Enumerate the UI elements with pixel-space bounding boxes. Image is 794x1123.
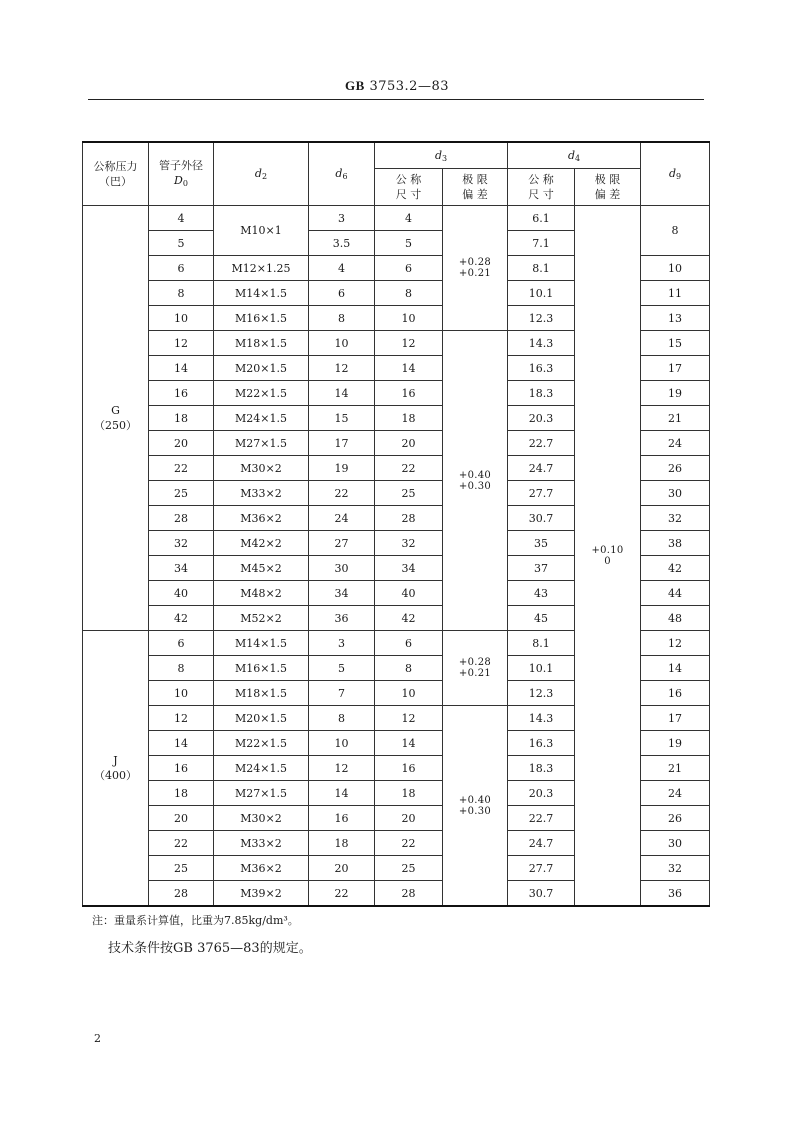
cell-d6: 16 — [309, 806, 375, 831]
cell-d6: 5 — [309, 656, 375, 681]
d3-tolerance-cell: +0.40 +0.30 — [443, 331, 508, 631]
cell-d3: 12 — [375, 331, 443, 356]
cell-d9: 26 — [641, 806, 710, 831]
cell-d0: 14 — [149, 356, 214, 381]
cell-d3: 25 — [375, 481, 443, 506]
cell-d3: 14 — [375, 731, 443, 756]
cell-d4: 37 — [508, 556, 575, 581]
cell-d0: 4 — [149, 206, 214, 231]
cell-d3: 8 — [375, 281, 443, 306]
cell-d9: 11 — [641, 281, 710, 306]
col-header-d9 — [641, 142, 710, 206]
cell-d0: 28 — [149, 881, 214, 907]
pressure-unit: （巴） — [99, 175, 132, 188]
d3-subscript: 3 — [441, 153, 448, 163]
cell-d6: 4 — [309, 256, 375, 281]
cell-d2: M22×1.5 — [214, 731, 309, 756]
cell-d6: 34 — [309, 581, 375, 606]
cell-d9: 15 — [641, 331, 710, 356]
cell-d9: 36 — [641, 881, 710, 907]
cell-d6: 22 — [309, 481, 375, 506]
table-row — [83, 206, 710, 231]
cell-d6: 14 — [309, 381, 375, 406]
cell-d0: 8 — [149, 281, 214, 306]
d3-tolerance-cell: +0.40 +0.30 — [443, 706, 508, 907]
cell-d2: M30×2 — [214, 456, 309, 481]
cell-d4: 27.7 — [508, 856, 575, 881]
cell-d6: 7 — [309, 681, 375, 706]
cell-d0: 10 — [149, 306, 214, 331]
cell-d6: 3 — [309, 631, 375, 656]
cell-d9: 24 — [641, 781, 710, 806]
cell-d4: 20.3 — [508, 781, 575, 806]
cell-d2: M24×1.5 — [214, 406, 309, 431]
cell-d6: 8 — [309, 306, 375, 331]
cell-d4: 30.7 — [508, 881, 575, 907]
cell-d0: 10 — [149, 681, 214, 706]
cell-d9: 24 — [641, 431, 710, 456]
cell-d0: 40 — [149, 581, 214, 606]
cell-d3: 18 — [375, 406, 443, 431]
d2-subscript: 2 — [261, 172, 268, 181]
d4-tolerance-cell: +0.10 0 — [575, 206, 641, 907]
cell-d3: 22 — [375, 456, 443, 481]
cell-d3: 32 — [375, 531, 443, 556]
nominal-line1: 公 称 — [395, 173, 422, 186]
cell-d4: 18.3 — [508, 381, 575, 406]
cell-d4: 12.3 — [508, 306, 575, 331]
cell-d0: 34 — [149, 556, 214, 581]
cell-d2: M39×2 — [214, 881, 309, 907]
d3-nominal-header — [375, 169, 443, 206]
nominal-line2: 尺 寸 — [395, 188, 422, 201]
cell-d9: 30 — [641, 831, 710, 856]
cell-d2: M36×2 — [214, 506, 309, 531]
cell-d0: 6 — [149, 256, 214, 281]
cell-d2: M30×2 — [214, 806, 309, 831]
cell-d6: 27 — [309, 531, 375, 556]
cell-d0: 25 — [149, 856, 214, 881]
pipe-od-label: 管子外径 — [159, 158, 203, 172]
cell-d4: 10.1 — [508, 656, 575, 681]
cell-d9: 14 — [641, 656, 710, 681]
cell-d2: M12×1.25 — [214, 256, 309, 281]
tech-conditions: 技术条件按GB 3765—83的规定。 — [108, 941, 312, 956]
group-j-cell — [83, 631, 149, 907]
cell-d0: 42 — [149, 606, 214, 631]
d6-subscript: 6 — [342, 172, 348, 181]
cell-d3: 28 — [375, 881, 443, 907]
cell-d3: 22 — [375, 831, 443, 856]
col-header-d2 — [214, 142, 309, 206]
cell-d3: 10 — [375, 306, 443, 331]
cell-d0: 32 — [149, 531, 214, 556]
cell-d9: 8 — [641, 206, 710, 256]
d4-limit-header — [575, 169, 641, 206]
table-note: 注：重量系计算值，比重为7.85kg/dm³。 — [92, 914, 299, 927]
d4-subscript: 4 — [575, 153, 581, 163]
cell-d0: 18 — [149, 406, 214, 431]
d2-symbol: d — [254, 167, 262, 180]
cell-d6: 3.5 — [309, 231, 375, 256]
standard-number: 3753.2—83 — [369, 79, 449, 94]
cell-d3: 28 — [375, 506, 443, 531]
limit-line2: 偏 差 — [462, 188, 488, 201]
d3-limit-header — [443, 169, 508, 206]
cell-d3: 20 — [375, 806, 443, 831]
cell-d3: 5 — [375, 231, 443, 256]
cell-d0: 20 — [149, 431, 214, 456]
cell-d3: 42 — [375, 606, 443, 631]
d3-tolerance-cell: +0.28 +0.21 — [443, 631, 508, 706]
cell-d6: 3 — [309, 206, 375, 231]
d6-symbol: d — [335, 167, 343, 180]
cell-d6: 17 — [309, 431, 375, 456]
limit-line1: 极 限 — [462, 173, 488, 186]
cell-d4: 18.3 — [508, 756, 575, 781]
cell-d4: 24.7 — [508, 456, 575, 481]
cell-d0: 18 — [149, 781, 214, 806]
cell-d4: 14.3 — [508, 706, 575, 731]
cell-d3: 16 — [375, 381, 443, 406]
cell-d9: 44 — [641, 581, 710, 606]
cell-d3: 40 — [375, 581, 443, 606]
cell-d3: 10 — [375, 681, 443, 706]
header-row-1 — [83, 142, 710, 169]
col-header-d6 — [309, 142, 375, 206]
cell-d9: 32 — [641, 856, 710, 881]
cell-d2: M33×2 — [214, 481, 309, 506]
cell-d2: M42×2 — [214, 531, 309, 556]
cell-d4: 43 — [508, 581, 575, 606]
cell-d6: 19 — [309, 456, 375, 481]
cell-d6: 8 — [309, 706, 375, 731]
group-g-cell — [83, 206, 149, 631]
cell-d4: 35 — [508, 531, 575, 556]
cell-d3: 6 — [375, 256, 443, 281]
cell-d2: M36×2 — [214, 856, 309, 881]
cell-d9: 19 — [641, 381, 710, 406]
page-header — [0, 78, 794, 94]
cell-d2: M22×1.5 — [214, 381, 309, 406]
cell-d2: M27×1.5 — [214, 781, 309, 806]
cell-d6: 22 — [309, 881, 375, 907]
cell-d6: 18 — [309, 831, 375, 856]
cell-d6: 15 — [309, 406, 375, 431]
cell-d3: 25 — [375, 856, 443, 881]
group-code: G — [111, 404, 120, 417]
cell-d4: 24.7 — [508, 831, 575, 856]
cell-d0: 22 — [149, 831, 214, 856]
cell-d9: 17 — [641, 706, 710, 731]
cell-d2: M52×2 — [214, 606, 309, 631]
cell-d0: 28 — [149, 506, 214, 531]
cell-d3: 4 — [375, 206, 443, 231]
cell-d4: 22.7 — [508, 806, 575, 831]
group-code: J — [113, 754, 118, 767]
cell-d2: M18×1.5 — [214, 331, 309, 356]
limit-line1: 极 限 — [594, 173, 621, 186]
cell-d3: 34 — [375, 556, 443, 581]
cell-d2: M48×2 — [214, 581, 309, 606]
cell-d3: 6 — [375, 631, 443, 656]
cell-d9: 12 — [641, 631, 710, 656]
cell-d4: 27.7 — [508, 481, 575, 506]
group-pressure: （250） — [94, 419, 137, 432]
cell-d6: 10 — [309, 331, 375, 356]
cell-d3: 14 — [375, 356, 443, 381]
d9-subscript: 9 — [676, 172, 682, 181]
d9-symbol: d — [668, 167, 676, 180]
cell-d2: M33×2 — [214, 831, 309, 856]
cell-d4: 22.7 — [508, 431, 575, 456]
cell-d6: 14 — [309, 781, 375, 806]
cell-d4: 7.1 — [508, 231, 575, 256]
d4-nominal-header — [508, 169, 575, 206]
cell-d9: 17 — [641, 356, 710, 381]
pressure-label: 公称压力 — [93, 160, 138, 173]
cell-d9: 21 — [641, 756, 710, 781]
cell-d9: 26 — [641, 456, 710, 481]
cell-d9: 16 — [641, 681, 710, 706]
header-rule — [88, 99, 704, 100]
cell-d2: M27×1.5 — [214, 431, 309, 456]
nominal-line1: 公 称 — [528, 173, 554, 186]
page-number: 2 — [94, 1032, 101, 1045]
cell-d0: 5 — [149, 231, 214, 256]
cell-d6: 10 — [309, 731, 375, 756]
cell-d0: 6 — [149, 631, 214, 656]
cell-d9: 38 — [641, 531, 710, 556]
cell-d9: 42 — [641, 556, 710, 581]
cell-d0: 16 — [149, 381, 214, 406]
cell-d2: M20×1.5 — [214, 706, 309, 731]
pipe-od-subscript: 0 — [182, 178, 188, 188]
cell-d2: M16×1.5 — [214, 656, 309, 681]
cell-d0: 22 — [149, 456, 214, 481]
cell-d4: 14.3 — [508, 331, 575, 356]
cell-d6: 24 — [309, 506, 375, 531]
cell-d0: 16 — [149, 756, 214, 781]
cell-d4: 12.3 — [508, 681, 575, 706]
cell-d4: 8.1 — [508, 256, 575, 281]
cell-d0: 12 — [149, 331, 214, 356]
col-header-d3 — [375, 142, 508, 169]
cell-d3: 12 — [375, 706, 443, 731]
cell-d4: 6.1 — [508, 206, 575, 231]
cell-d4: 45 — [508, 606, 575, 631]
cell-d2: M20×1.5 — [214, 356, 309, 381]
cell-d3: 16 — [375, 756, 443, 781]
cell-d0: 25 — [149, 481, 214, 506]
col-header-d4 — [508, 142, 641, 169]
cell-d2: M45×2 — [214, 556, 309, 581]
cell-d0: 20 — [149, 806, 214, 831]
cell-d4: 16.3 — [508, 731, 575, 756]
cell-d4: 10.1 — [508, 281, 575, 306]
cell-d9: 19 — [641, 731, 710, 756]
cell-d4: 30.7 — [508, 506, 575, 531]
cell-d9: 30 — [641, 481, 710, 506]
cell-d4: 20.3 — [508, 406, 575, 431]
cell-d9: 13 — [641, 306, 710, 331]
cell-d0: 14 — [149, 731, 214, 756]
d3-tolerance-cell: +0.28 +0.21 — [443, 206, 508, 331]
d4-symbol: d — [567, 148, 575, 162]
cell-d9: 21 — [641, 406, 710, 431]
nominal-line2: 尺 寸 — [528, 188, 554, 201]
cell-d6: 12 — [309, 756, 375, 781]
cell-d0: 12 — [149, 706, 214, 731]
cell-d6: 6 — [309, 281, 375, 306]
cell-d3: 8 — [375, 656, 443, 681]
cell-d9: 10 — [641, 256, 710, 281]
cell-d4: 16.3 — [508, 356, 575, 381]
standard-prefix: GB — [345, 78, 365, 93]
cell-d6: 12 — [309, 356, 375, 381]
limit-line2: 偏 差 — [594, 188, 621, 201]
cell-d6: 30 — [309, 556, 375, 581]
pipe-od-symbol: D — [174, 173, 183, 187]
cell-d9: 48 — [641, 606, 710, 631]
cell-d2: M14×1.5 — [214, 631, 309, 656]
cell-d2: M18×1.5 — [214, 681, 309, 706]
cell-d2: M24×1.5 — [214, 756, 309, 781]
cell-d2: M16×1.5 — [214, 306, 309, 331]
cell-d0: 8 — [149, 656, 214, 681]
cell-d4: 8.1 — [508, 631, 575, 656]
d3-symbol: d — [434, 148, 442, 162]
cell-d3: 20 — [375, 431, 443, 456]
cell-d6: 36 — [309, 606, 375, 631]
cell-d9: 32 — [641, 506, 710, 531]
cell-d2: M14×1.5 — [214, 281, 309, 306]
col-header-pipe-od — [149, 142, 214, 206]
dimension-table — [82, 141, 710, 907]
cell-d2: M10×1 — [214, 206, 309, 256]
cell-d3: 18 — [375, 781, 443, 806]
cell-d6: 20 — [309, 856, 375, 881]
group-pressure: （400） — [94, 769, 137, 782]
col-header-pressure — [83, 142, 149, 206]
